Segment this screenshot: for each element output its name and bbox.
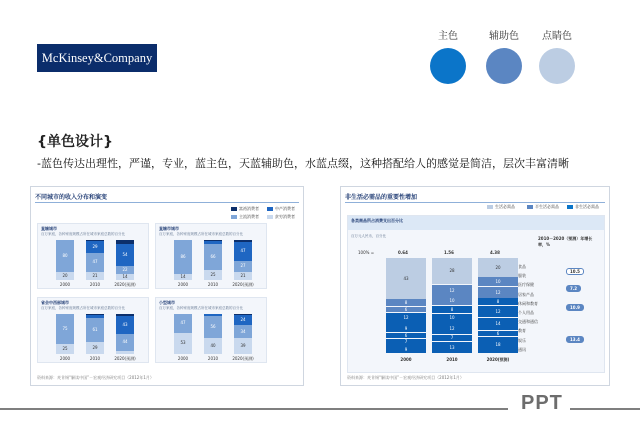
left-slide-source: 资料来源：麦肯锡“解读中国”－宏观经济研究项目（2012年1月）: [37, 375, 154, 380]
growth-badge: 10.9: [566, 304, 584, 311]
spend-bar-value: 18: [495, 342, 501, 348]
section-heading: {单色设计}: [37, 134, 113, 150]
spend-bar-value: 9: [404, 325, 408, 331]
title-divider: [35, 202, 299, 203]
growth-badge: 10.5: [566, 268, 584, 275]
right-panel-header: [348, 216, 604, 230]
income-year-label: 2010: [207, 282, 219, 287]
footer-line-left: [0, 408, 508, 410]
income-bar-segment: [86, 314, 104, 318]
legend-label: 生活必需品: [495, 204, 515, 209]
income-bar-value: 24: [240, 317, 246, 322]
legend-swatch: [267, 207, 273, 211]
category-label: 通讯: [518, 346, 526, 352]
accent-color-label: 点睛色: [542, 31, 572, 42]
income-bar-segment: [116, 314, 134, 316]
growth-badge: 13.4: [566, 336, 584, 343]
right-slide-source: 资料来源：麦肯锡“解读中国”－宏观经济研究项目（2012年1月）: [347, 375, 464, 380]
category-label: 娱乐: [518, 337, 526, 343]
spend-bar-value: 10: [495, 279, 501, 284]
income-bar-value: 66: [210, 253, 216, 259]
spend-year-label: 2000: [400, 357, 412, 362]
income-bar-segment: [204, 314, 222, 316]
title-divider: [345, 202, 605, 203]
legend-swatch: [527, 205, 533, 209]
right-slide-title: 非生活必需品的重要性增加: [345, 195, 418, 201]
category-label: 食品: [518, 264, 526, 269]
spend-bar-value: 12: [403, 315, 409, 321]
spend-bar-value: 8: [496, 299, 500, 305]
income-panel: [155, 297, 267, 363]
income-year-label: 2000: [59, 282, 71, 287]
income-panel-subtitle: 百万家庭，各种家庭规模占所在城市家庭总数的百分比: [41, 232, 125, 236]
income-panel-title: 小型城市: [159, 300, 175, 305]
spend-bar-value: 6: [496, 330, 500, 336]
income-bar-value: 14: [122, 274, 128, 280]
spend-bar-value: 10: [449, 315, 455, 321]
right-slide-thumbnail[interactable]: [340, 186, 610, 386]
income-panel: [37, 223, 149, 289]
category-label: 个人用品: [518, 310, 534, 315]
secondary-color-label: 辅助色: [489, 31, 519, 42]
income-bar-value: 43: [122, 322, 128, 327]
income-bar-value: 86: [180, 254, 186, 260]
income-bar-value: 39: [240, 343, 246, 349]
income-year-label: 2020(预测): [232, 282, 254, 287]
right-panel-subtitle: 百万元人民币，百分比: [351, 234, 386, 238]
income-panel: [155, 223, 267, 289]
income-bar-value: 27: [240, 263, 246, 269]
growth-badge: 7.2: [566, 285, 581, 292]
income-panel-subtitle: 百万家庭，各种家庭规模占所在城市家庭总数的百分比: [159, 232, 243, 236]
secondary-color-swatch: [486, 48, 522, 84]
primary-color-swatch: [430, 48, 466, 84]
income-panel-title: 直辖城市: [41, 226, 57, 231]
income-bar-value: 75: [62, 326, 68, 331]
income-year-label: 2000: [59, 356, 71, 361]
income-panel-subtitle: 百万家庭，各种家庭规模占所在城市家庭总数的百分比: [159, 306, 243, 310]
legend-label: 贫穷消费者: [275, 214, 295, 219]
legend-label: 非生活必需品: [575, 204, 599, 209]
income-bar-value: 40: [210, 343, 216, 348]
income-bar-segment: [86, 240, 104, 241]
legend-swatch: [567, 205, 573, 209]
spend-bar-value: 43: [403, 275, 409, 281]
legend-label: 半生活必需品: [535, 204, 559, 209]
category-label: 服装: [518, 273, 526, 279]
footer-line-right: [570, 408, 640, 410]
legend-swatch: [487, 205, 493, 209]
income-bar-value: 47: [92, 259, 98, 265]
spend-bar-value: 6: [404, 306, 408, 312]
income-bar-value: 21: [92, 272, 98, 278]
spend-bar-value: 12: [449, 326, 455, 332]
legend-swatch: [231, 215, 237, 219]
income-bar-value: 47: [180, 320, 186, 326]
left-slide-title: 不同城市的收入分布和演变: [35, 195, 108, 201]
spend-bar-value: 10: [449, 298, 455, 304]
income-year-label: 2000: [177, 282, 189, 287]
spend-bar-value: 7: [404, 339, 408, 344]
income-bar-value: 56: [210, 323, 216, 329]
income-year-label: 2020(预测): [114, 356, 136, 361]
income-bar-value: 61: [92, 327, 98, 333]
legend-label: 中产消费者: [275, 206, 295, 211]
category-label: 居家产品: [518, 291, 534, 297]
bar-total: 1.56: [444, 250, 454, 255]
category-label: 交通和通信: [518, 319, 538, 325]
income-bar-segment: [234, 314, 252, 315]
spend-bar-value: 8: [404, 300, 408, 306]
income-bar-segment: [116, 351, 134, 354]
income-bar-value: 54: [122, 251, 128, 257]
income-bar-value: 25: [62, 346, 68, 351]
income-bar-value: 22: [122, 267, 128, 272]
spend-bar-value: 7: [450, 335, 454, 341]
spend-bar-value: 28: [449, 268, 455, 274]
left-slide-thumbnail[interactable]: [30, 186, 304, 386]
growth-header: 2010－2020（预测）年增长率，%: [538, 236, 593, 247]
legend-label: 富裕消费者: [239, 206, 259, 211]
category-label: 医疗保健: [518, 282, 534, 288]
income-bar-segment: [116, 240, 134, 244]
income-panel: [37, 297, 149, 363]
spend-bar-value: 14: [495, 321, 501, 327]
total-prefix: 100% =: [358, 250, 375, 255]
spend-bar-value: 6: [404, 332, 408, 338]
income-bar-value: 29: [92, 244, 98, 249]
legend-label: 主流消费者: [239, 214, 259, 219]
income-year-label: 2010: [89, 282, 101, 287]
spend-year-label: 2010: [446, 357, 458, 362]
ppt-label: PPT: [521, 392, 563, 414]
income-bar-value: 44: [122, 339, 128, 345]
income-bar-segment: [234, 240, 252, 242]
legend-swatch: [231, 207, 237, 211]
spend-bar-value: 20: [495, 264, 501, 270]
spend-bar-value: 9: [404, 346, 408, 352]
spend-bar-value: 13: [449, 344, 455, 350]
right-chart-panel: [347, 215, 605, 373]
income-panel-title: 省会中西部城市: [41, 300, 69, 305]
income-bar-value: 21: [240, 272, 246, 278]
income-panel-title: 直辖市城市: [159, 226, 179, 231]
income-bar-value: 34: [240, 328, 246, 334]
category-label: 教育: [518, 328, 526, 334]
mckinsey-logo: McKinsey&Company: [37, 44, 157, 72]
category-label: 休闲和教育: [518, 300, 538, 306]
accent-color-swatch: [539, 48, 575, 84]
spend-bar-value: 12: [449, 287, 455, 293]
bar-total: 0.64: [398, 250, 408, 255]
income-year-label: 2010: [207, 356, 219, 361]
right-panel-title: 各类商品所占消费支出百分比: [351, 218, 403, 223]
income-year-label: 2020(预测): [232, 356, 254, 361]
primary-color-label: 主色: [438, 31, 458, 42]
spend-bar-value: 12: [495, 308, 501, 314]
bar-total: 4.38: [490, 250, 500, 255]
income-bar-value: 29: [92, 345, 98, 351]
income-year-label: 2010: [89, 356, 101, 361]
income-bar-segment: [204, 240, 222, 243]
income-bar-value: 53: [180, 340, 186, 346]
income-bar-value: 25: [210, 272, 216, 277]
section-description: -蓝色传达出理性，严谨，专业，蓝主色，天蓝辅助色，水蓝点缀，这种搭配给人的感觉是简洁，层次丰富清晰: [37, 157, 569, 170]
legend-swatch: [267, 215, 273, 219]
income-bar-value: 80: [62, 253, 68, 258]
spend-bar-value: 12: [495, 289, 501, 295]
income-bar-value: 20: [62, 273, 68, 278]
income-bar-value: 14: [180, 274, 186, 280]
spend-bar-value: 8: [450, 306, 454, 312]
income-year-label: 2000: [177, 356, 189, 361]
income-panel-subtitle: 百万家庭，各种家庭规模占所在城市家庭总数的百分比: [41, 306, 125, 310]
spend-year-label: 2020(预测): [486, 357, 510, 362]
income-bar-value: 47: [240, 248, 246, 254]
income-year-label: 2020(预测): [114, 282, 136, 287]
